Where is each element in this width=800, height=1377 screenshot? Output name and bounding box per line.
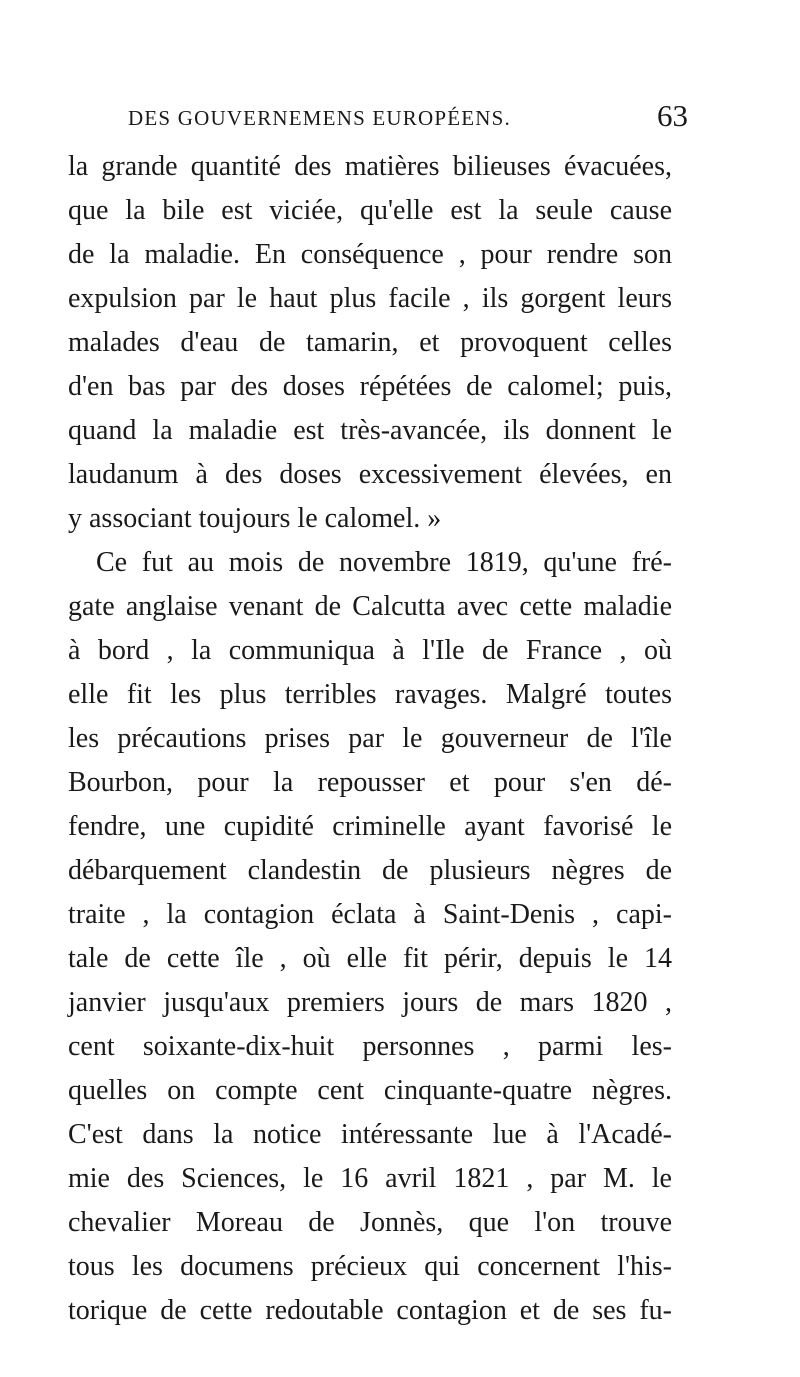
text-line: fendre, une cupidité criminelle ayant favorisé le [68,811,672,842]
text-line: janvier jusqu'aux premiers jours de mars 1820 , [68,987,672,1018]
text-line: à bord , la communiqua à l'Ile de France , où [68,635,672,666]
text-line: la grande quantité des matières bilieuses évacuées, [68,151,672,182]
text-line: C'est dans la notice intéressante lue à l'Acadé- [68,1119,672,1150]
text-line: chevalier Moreau de Jonnès, que l'on trouve [68,1207,672,1238]
text-line: expulsion par le haut plus facile , ils gorgent leurs [68,283,672,314]
text-line: y associant toujours le calomel. » [68,503,442,534]
text-line: que la bile est viciée, qu'elle est la seule cause [68,195,672,226]
text-line: mie des Sciences, le 16 avril 1821 , par M. le [68,1163,672,1194]
text-line: tale de cette île , où elle fit périr, depuis le 14 [68,943,672,974]
text-line: les précautions prises par le gouverneur de l'île [68,723,672,754]
text-line: malades d'eau de tamarin, et provoquent celles [68,327,672,358]
text-line: tous les documens précieux qui concernent l'his- [68,1251,672,1282]
page-number: 63 [657,98,688,133]
running-head [128,98,688,133]
text-line: débarquement clandestin de plusieurs nègres de [68,855,672,886]
text-line: Bourbon, pour la repousser et pour s'en dé- [68,767,672,798]
paragraph-first-line: Ce fut au mois de novembre 1819, qu'une fré- [96,547,672,578]
text-line: gate anglaise venant de Calcutta avec cette maladie [68,591,672,622]
running-title: DES GOUVERNEMENS EUROPÉENS. [128,106,512,130]
text-line: laudanum à des doses excessivement élevées, en [68,459,672,490]
text-line: cent soixante-dix-huit personnes , parmi les- [68,1031,672,1062]
text-line: d'en bas par des doses répétées de calomel; puis, [68,371,672,402]
text-line: quelles on compte cent cinquante-quatre nègres. [68,1075,672,1106]
text-line: de la maladie. En conséquence , pour rendre son [68,239,672,270]
text-line: torique de cette redoutable contagion et de ses fu- [68,1295,672,1326]
text-line: quand la maladie est très-avancée, ils donnent le [68,415,672,446]
text-line: traite , la contagion éclata à Saint-Denis , capi- [68,899,672,930]
text-line: elle fit les plus terribles ravages. Malgré toutes [68,679,672,710]
